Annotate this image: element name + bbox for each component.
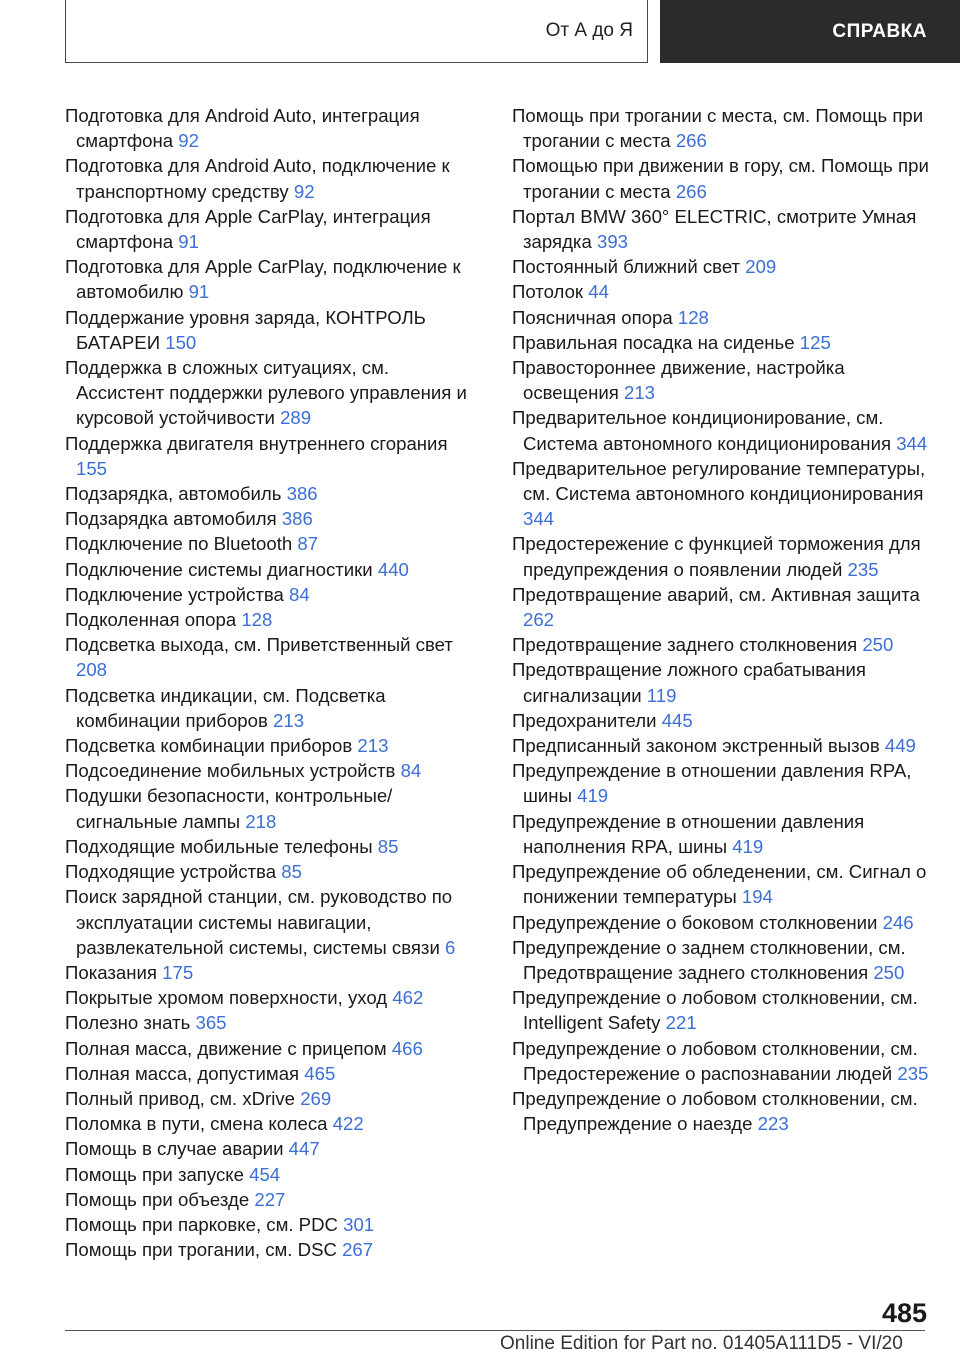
index-entry-page-link[interactable]: 447 (288, 1138, 320, 1160)
index-entry (65, 1010, 480, 1035)
index-entry (65, 1212, 480, 1237)
index-entry-text: Помощь при объезде (65, 1188, 250, 1210)
index-entry (65, 1086, 480, 1111)
index-entry-page-link[interactable]: 266 (675, 180, 707, 202)
index-entry-page-link[interactable]: 91 (178, 231, 199, 253)
index-entry-text: Помощью при движении в гору, см. Помощь при трогании с места (512, 155, 929, 202)
index-column-right (512, 103, 932, 1136)
index-entry-text: Подключение системы диагностики (65, 558, 373, 580)
section-tab[interactable] (660, 0, 960, 63)
index-entry (512, 758, 932, 808)
index-entry-text: Помощь при трогании с места, см. Помощь при трогании с места (512, 105, 924, 152)
index-entry-page-link[interactable]: 419 (732, 835, 764, 857)
index-entry (65, 733, 480, 758)
index-entry-text: Предварительное регулирование температуры, см. Система автономного кондиционирования (512, 457, 926, 505)
index-entry-page-link[interactable]: 128 (677, 306, 709, 328)
index-entry-text: Поддержание уровня заряда, КОНТРОЛЬ БАТАРЕИ (65, 306, 426, 353)
index-entry-page-link[interactable]: 44 (588, 281, 609, 303)
index-entry-page-link[interactable]: 466 (391, 1037, 423, 1059)
index-entry-page-link[interactable]: 462 (392, 987, 424, 1009)
index-entry-text: Предохранители (512, 709, 657, 731)
index-entry-text: Подготовка для Apple CarPlay, подключение к автомобилю (65, 256, 461, 303)
index-entry-text: Предупреждение о лобовом столкновении, см. Intelligent Safety (512, 987, 918, 1034)
index-entry (512, 1086, 932, 1136)
index-entry-page-link[interactable]: 209 (745, 256, 777, 278)
index-entry (512, 582, 932, 632)
index-entry-text: Подколенная опора (65, 609, 237, 631)
index-entry-page-link[interactable]: 85 (377, 835, 399, 857)
index-entry-page-link[interactable]: 85 (281, 861, 302, 883)
index-entry-text: Поломка в пути, смена колеса (65, 1113, 328, 1135)
index-entry-page-link[interactable]: 386 (286, 483, 318, 505)
index-entry-page-link[interactable]: 465 (304, 1062, 336, 1084)
index-entry (65, 859, 480, 884)
index-entry-page-link[interactable]: 92 (178, 130, 199, 152)
index-entry-text: Предупреждение о боковом столкновении (512, 911, 878, 933)
index-entry-page-link[interactable]: 454 (249, 1163, 281, 1185)
index-entry-text: Правостороннее движение, настройка освещения (512, 357, 845, 404)
index-entry-page-link[interactable]: 445 (661, 709, 693, 731)
index-entry-page-link[interactable]: 91 (188, 281, 210, 303)
index-column-left (65, 103, 480, 1262)
index-entry-page-link[interactable]: 386 (281, 508, 313, 530)
index-entry-text: Покрытые хромом поверхности, уход (65, 987, 388, 1009)
index-entry (512, 153, 932, 203)
index-entry-text: Подготовка для Android Auto, интеграция смартфона (65, 105, 420, 152)
index-entry-text: Помощь при запуске (65, 1163, 244, 1185)
index-entry-page-link[interactable]: 393 (596, 231, 629, 253)
index-entry (65, 607, 480, 632)
index-entry (512, 910, 932, 935)
index-entry-page-link[interactable]: 262 (523, 609, 555, 631)
index-entry (65, 254, 480, 304)
index-entry-text: Подсоединение мобильных устройств (65, 760, 396, 782)
index-entry-text: Помощь в случае аварии (65, 1138, 284, 1160)
index-entry-page-link[interactable]: 246 (882, 911, 914, 933)
index-entry (65, 632, 480, 682)
footer-edition: Online Edition for Part no. 01405A111D5 - VI/20 (500, 1333, 903, 1354)
index-entry-page-link[interactable]: 235 (897, 1062, 929, 1084)
index-entry-text: Подключение устройства (65, 583, 284, 605)
index-entry-text: Предупреждение о заднем столкновении, см. Предотвращение заднего столкновения (512, 936, 906, 983)
index-entry-text: Подзарядка автомобиля (65, 508, 277, 530)
index-entry-page-link[interactable]: 125 (799, 331, 831, 353)
index-entry-page-link[interactable]: 150 (165, 331, 197, 353)
index-entry (512, 708, 932, 733)
index-entry-text: Подсветка комбинации приборов (65, 735, 353, 757)
index-entry (65, 884, 480, 960)
index-entry-page-link[interactable]: 250 (873, 961, 905, 983)
index-entry-page-link[interactable]: 344 (896, 432, 928, 454)
index-entry (65, 305, 480, 355)
index-entry-text: Подсветка индикации, см. Подсветка комбинации приборов (65, 684, 386, 731)
index-entry-page-link[interactable]: 213 (357, 735, 389, 757)
index-entry (65, 204, 480, 254)
index-entry (65, 153, 480, 203)
index-entry-text: Предостережение с функцией торможения для предупреждения о появлении людей (512, 533, 921, 580)
index-entry-text: Предотвращение аварий, см. Активная защита (512, 583, 920, 605)
index-entry (512, 531, 932, 581)
index-entry-text: Постоянный ближний свет (512, 256, 741, 278)
index-entry-text: Предварительное кондиционирование, см. Система автономного кондиционирования (512, 407, 892, 454)
index-entry (65, 1237, 480, 1262)
index-entry-page-link[interactable]: 175 (162, 961, 194, 983)
index-entry (512, 632, 932, 657)
index-entry-page-link[interactable]: 301 (343, 1213, 375, 1235)
index-entry-text: Подушки безопасности, контрольные/сигнальные лампы (65, 785, 393, 832)
index-entry-page-link[interactable]: 250 (862, 634, 894, 656)
index-entry (512, 204, 932, 254)
index-entry-page-link[interactable]: 419 (577, 785, 609, 807)
index-entry-text: Полезно знать (65, 1012, 191, 1034)
index-entry-text: Подсветка выхода, см. Приветственный свет (65, 634, 453, 656)
index-entry-page-link[interactable]: 84 (400, 760, 422, 782)
index-entry-page-link[interactable]: 6 (445, 936, 456, 958)
index-entry (65, 531, 480, 556)
index-entry (65, 355, 480, 431)
index-entry-text: Предупреждение о лобовом столкновении, см. Предостережение о распознавании людей (512, 1037, 918, 1084)
index-entry-page-link[interactable]: 422 (332, 1113, 364, 1135)
index-entry-text: Подходящие мобильные телефоны (65, 835, 373, 857)
index-entry-text: Поясничная опора (512, 306, 673, 328)
section-tab-label: СПРАВКА (832, 20, 927, 42)
index-entry-page-link[interactable]: 269 (300, 1087, 332, 1109)
index-entry-text: Полный привод, см. xDrive (65, 1087, 296, 1109)
index-entry (512, 405, 932, 455)
index-entry-text: Предупреждение в отношении давления RPA, шины (512, 760, 912, 807)
index-entry-page-link[interactable]: 92 (293, 180, 315, 202)
index-entry (512, 733, 932, 758)
index-entry-text: Подготовка для Android Auto, подключение к транспортному средству (65, 155, 450, 202)
index-entry-text: Потолок (512, 281, 584, 303)
index-entry-page-link[interactable]: 221 (665, 1012, 697, 1034)
index-entry-page-link[interactable]: 218 (245, 810, 277, 832)
index-entry-page-link[interactable]: 440 (377, 558, 409, 580)
index-entry-text: Показания (65, 961, 157, 983)
index-entry-text: Предупреждение в отношении давления наполнения RPA, шины (512, 810, 865, 857)
index-entry (512, 657, 932, 707)
index-entry (65, 960, 480, 985)
chapter-tab (65, 0, 648, 63)
index-entry-page-link[interactable]: 208 (76, 659, 108, 681)
page-number: 485 (881, 1298, 927, 1328)
index-entry-text: Подготовка для Apple CarPlay, интеграция смартфона (65, 205, 431, 253)
index-entry-page-link[interactable]: 87 (297, 533, 319, 555)
index-entry-text: Предотвращение заднего столкновения (512, 634, 858, 656)
index-entry-text: Подключение по Bluetooth (65, 533, 293, 555)
index-entry-text: Поддержка в сложных ситуациях, см. Ассистент поддержки рулевого управления и курсовой устойчивости (65, 357, 467, 429)
index-entry-page-link[interactable]: 155 (76, 457, 108, 479)
index-entry (512, 859, 932, 909)
index-entry (65, 758, 480, 783)
index-entry-page-link[interactable]: 266 (675, 130, 707, 152)
index-entry (65, 783, 480, 833)
index-entry-page-link[interactable]: 84 (289, 583, 310, 605)
index-entry-page-link[interactable]: 223 (757, 1113, 789, 1135)
index-entry-page-link[interactable]: 235 (847, 558, 879, 580)
index-entry-page-link[interactable]: 267 (342, 1239, 374, 1261)
index-entry (512, 103, 932, 153)
index-entry-text: Помощь при парковке, см. PDC (65, 1213, 338, 1235)
index-entry (512, 279, 932, 304)
index-entry-page-link[interactable]: 119 (646, 684, 677, 706)
index-entry-text: Помощь при трогании, см. DSC (65, 1239, 337, 1261)
index-entry-text: Полная масса, допустимая (65, 1062, 300, 1084)
index-entry (512, 305, 932, 330)
index-entry (65, 481, 480, 506)
index-entry-page-link[interactable]: 227 (254, 1188, 286, 1210)
index-entry (512, 809, 932, 859)
footer-divider (65, 1330, 925, 1331)
index-entry-page-link[interactable]: 289 (280, 407, 312, 429)
chapter-tab-label: От А до Я (545, 20, 633, 41)
index-entry-page-link[interactable]: 344 (523, 508, 555, 530)
index-entry-text: Подходящие устройства (65, 861, 277, 883)
index-entry-text: Поддержка двигателя внутреннего сгорания (65, 432, 448, 454)
index-entry-text: Предотвращение ложного срабатывания сигнализации (512, 659, 866, 706)
index-entry (65, 506, 480, 531)
index-entry-text: Поиск зарядной станции, см. руководство по эксплуатации системы навигации, развлекательной системы, системы связи (65, 886, 453, 958)
index-entry (512, 330, 932, 355)
index-entry-text: Полная масса, движение с прицепом (65, 1037, 387, 1059)
index-entry (512, 254, 932, 279)
index-entry-text: Портал BMW 360° ELECTRIC, смотрите Умная зарядка (512, 205, 917, 253)
index-entry (512, 985, 932, 1035)
index-entry-page-link[interactable]: 128 (241, 609, 273, 631)
index-entry (65, 1187, 480, 1212)
index-entry-page-link[interactable]: 449 (884, 735, 916, 757)
index-entry (512, 1036, 932, 1086)
index-entry-page-link[interactable]: 365 (195, 1012, 227, 1034)
index-entry-page-link[interactable]: 213 (273, 709, 305, 731)
index-entry (65, 1162, 480, 1187)
index-entry (65, 103, 480, 153)
index-entry-page-link[interactable]: 194 (741, 886, 773, 908)
index-entry (512, 355, 932, 405)
index-entry (65, 582, 480, 607)
index-entry (65, 1036, 480, 1061)
index-entry (65, 834, 480, 859)
index-entry (512, 456, 932, 532)
index-entry (65, 1111, 480, 1136)
index-entry-text: Подзарядка, автомобиль (65, 483, 282, 505)
index-entry-page-link[interactable]: 213 (623, 382, 656, 404)
index-entry (65, 1136, 480, 1161)
index-entry-text: Предписанный законом экстренный вызов (512, 735, 880, 757)
index-entry (65, 431, 480, 481)
index-entry-text: Предупреждение о лобовом столкновении, см. Предупреждение о наезде (512, 1087, 918, 1135)
index-entry-text: Предупреждение об обледенении, см. Сигнал о понижении температуры (512, 861, 927, 908)
index-entry (65, 985, 480, 1010)
index-entry-text: Правильная посадка на сиденье (512, 331, 795, 353)
index-entry (512, 935, 932, 985)
index-entry (65, 683, 480, 733)
index-entry (65, 557, 480, 582)
index-entry (65, 1061, 480, 1086)
